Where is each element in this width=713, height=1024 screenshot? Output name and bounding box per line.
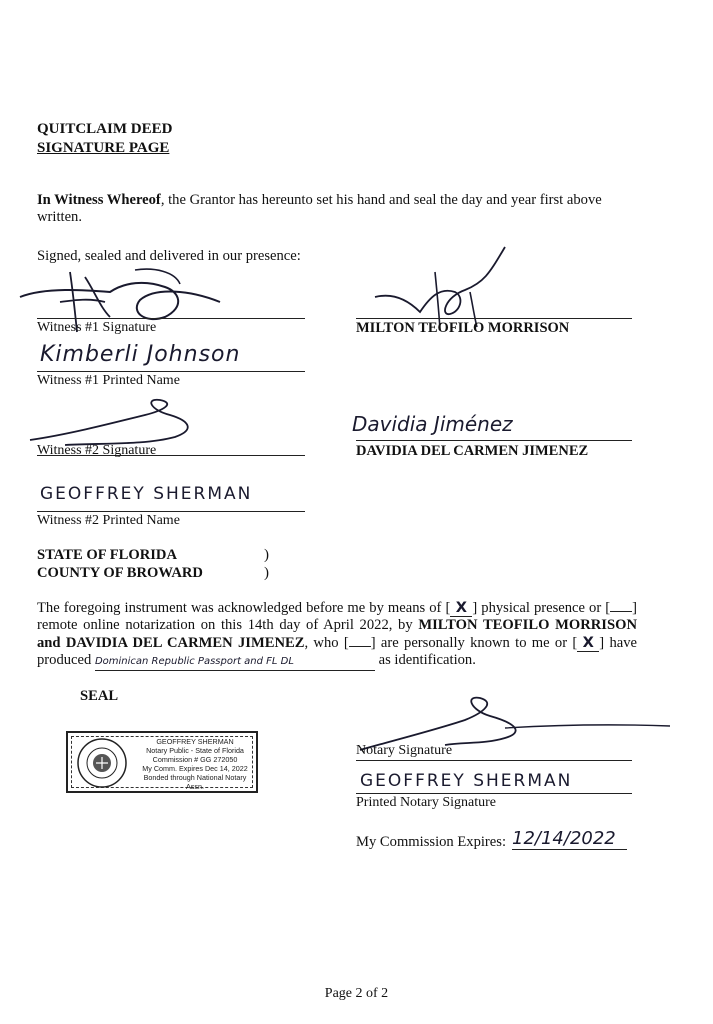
ack-text-6: have produced xyxy=(37,635,637,668)
commission-expires-date: 12/14/2022 xyxy=(512,828,627,850)
ack-text-2: physical presence or xyxy=(477,600,602,616)
presence-line: Signed, sealed and delivered in our presence: xyxy=(37,248,301,264)
produced-id-checkbox[interactable]: X xyxy=(577,634,599,652)
stamp-line-4: My Comm. Expires Dec 14, 2022 xyxy=(142,764,248,773)
venue-paren-2: ) xyxy=(264,565,269,581)
witness2-printed-name-caption: Witness #2 Printed Name xyxy=(37,513,180,528)
signature-page-title: SIGNATURE PAGE xyxy=(37,140,170,156)
ack-text-3: remote online notarization on this 14th day of April 2022, by xyxy=(37,617,419,633)
venue-county: COUNTY OF BROWARD xyxy=(37,565,203,581)
witness-clause xyxy=(37,192,637,226)
remote-notarization-checkbox[interactable] xyxy=(610,611,632,612)
acknowledgment-paragraph: The foregoing instrument was acknowledged before me by means of [ X ] physical presence or [ ] remote online notarization on this 14th day of April 2022, by MILTON TEOFILO MORRISON and DAVIDIA DEL CARMEN JIMENEZ, who [ ] are personally known to me or [ X ] have produced Dominican Republic Passport and FL DL as identification. xyxy=(37,599,637,671)
witness-clause-lead: In Witness Whereof xyxy=(37,192,161,208)
stamp-line-1: GEOFFREY SHERMAN xyxy=(156,737,234,746)
physical-presence-checkbox[interactable]: X xyxy=(450,599,472,617)
page-number: Page 2 of 2 xyxy=(324,986,389,1001)
witness-clause-rest: , the Grantor has hereunto set his hand and seal the day and year first above written. xyxy=(37,192,602,225)
stamp-line-2: Notary Public - State of Florida xyxy=(146,746,244,755)
witness1-signature-caption: Witness #1 Signature xyxy=(37,320,157,335)
venue-state: STATE OF FLORIDA xyxy=(37,547,178,563)
identification-field[interactable]: Dominican Republic Passport and FL DL xyxy=(95,653,375,671)
grantor1-name: MILTON TEOFILO MORRISON xyxy=(356,320,570,336)
venue-paren-1: ) xyxy=(264,547,269,563)
witness2-signature-caption: Witness #2 Signature xyxy=(37,443,157,458)
deed-title: QUITCLAIM DEED xyxy=(37,121,173,137)
notary-printed-name: GEOFFREY SHERMAN xyxy=(360,771,573,791)
seal-label: SEAL xyxy=(80,688,119,704)
notary-seal-emblem xyxy=(74,737,130,794)
grantor2-name: DAVIDIA DEL CARMEN JIMENEZ xyxy=(356,443,589,459)
grantor2-signature: Davidia Jiménez xyxy=(352,412,513,436)
commission-expires-label: My Commission Expires: xyxy=(356,834,506,850)
ack-grantor-names: MILTON TEOFILO MORRISON and DAVIDIA DEL CARMEN JIMENEZ xyxy=(37,617,637,651)
ack-text-5: are personally known to me or xyxy=(375,635,573,651)
notary-signature-caption: Notary Signature xyxy=(356,743,453,758)
ack-text-4: , who xyxy=(304,635,344,651)
stamp-line-3: Commission # GG 272050 xyxy=(152,755,238,764)
ack-text-1: The foregoing instrument was acknowledged before me by means of xyxy=(37,600,446,616)
witness1-printed-name-caption: Witness #1 Printed Name xyxy=(37,373,180,388)
notary-stamp xyxy=(66,731,258,793)
notary-printed-caption: Printed Notary Signature xyxy=(356,795,496,810)
stamp-line-5: Bonded through National Notary Assn. xyxy=(143,773,247,791)
ack-text-7: as identification. xyxy=(374,652,476,668)
witness1-printed-name: Kimberli Johnson xyxy=(40,342,241,367)
witness2-printed-name: GEOFFREY SHERMAN xyxy=(40,484,253,504)
personally-known-checkbox[interactable] xyxy=(349,646,371,647)
